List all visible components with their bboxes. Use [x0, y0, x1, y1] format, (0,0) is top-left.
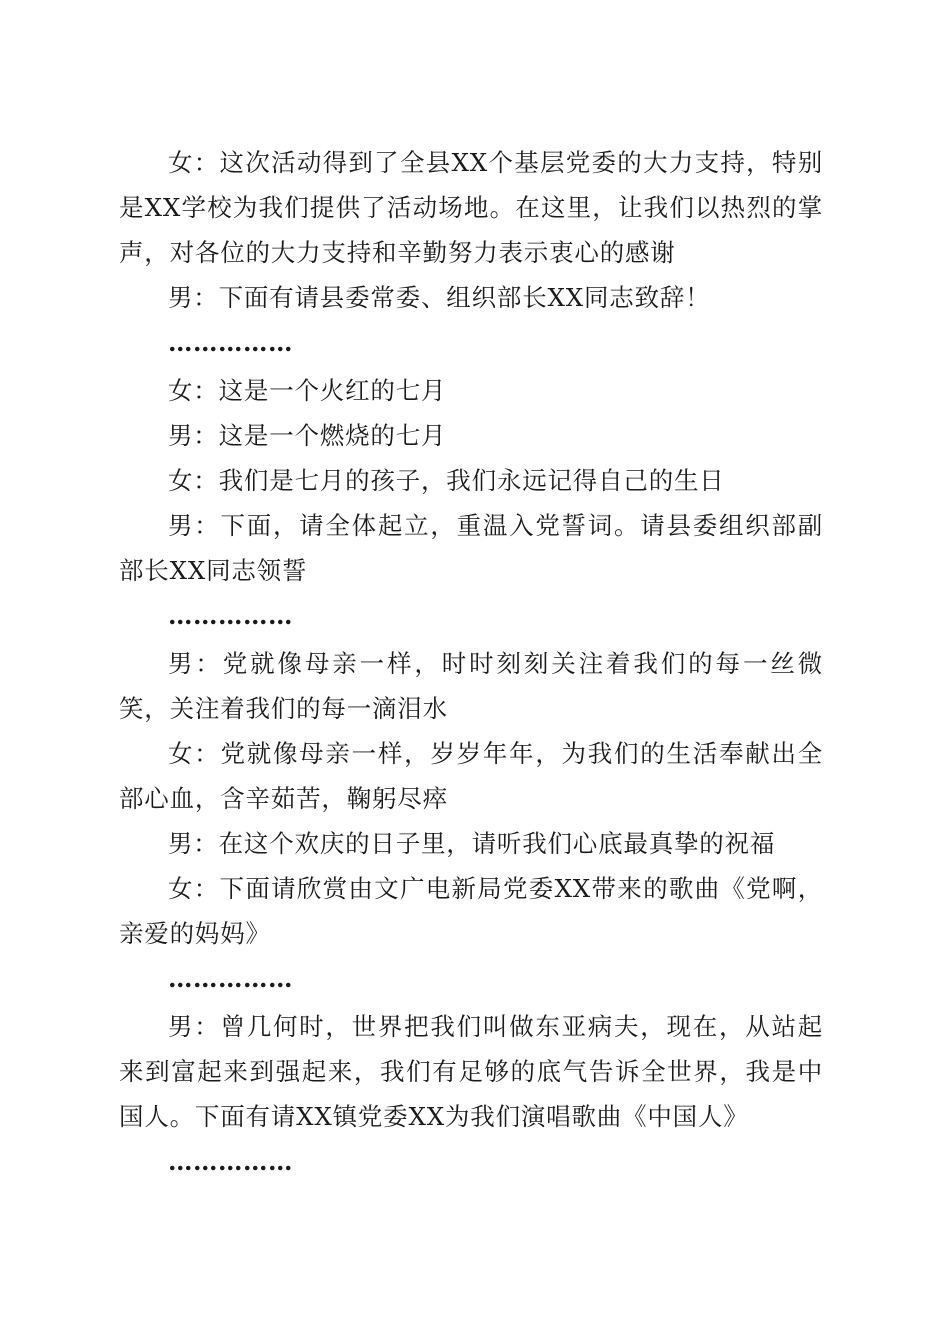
ellipsis-separator: ……………: [168, 328, 293, 357]
ellipsis-separator: ……………: [168, 1147, 293, 1176]
paragraph-song-mother: 女：下面请欣赏由文广电新局党委XX带来的歌曲《党啊，亲爱的妈妈》: [119, 874, 823, 948]
ellipsis-separator: ……………: [168, 601, 293, 630]
document-body: [119, 140, 823, 1187]
paragraph-mother-smile: 男：党就像母亲一样，时时刻刻关注着我们的每一丝微笑，关注着我们的每一滴泪水: [119, 649, 823, 723]
ellipsis-separator: ……………: [168, 964, 293, 993]
paragraph-july-children: 女：我们是七月的孩子，我们永远记得自己的生日: [168, 466, 725, 495]
paragraph-song-chinese: 男：曾几何时，世界把我们叫做东亚病夫，现在，从站起来到富起来到强起来，我们有足够的底气告诉全世界，我是中国人。下面有请XX镇党委XX为我们演唱歌曲《中国人》: [119, 1012, 823, 1131]
paragraph-oath: 男：下面，请全体起立，重温入党誓词。请县委组织部副部长XX同志领誓: [119, 511, 823, 585]
paragraph-speech-invite: 男：下面有请县委常委、组织部长XX同志致辞！: [168, 283, 711, 312]
paragraph-july-red: 女：这是一个火红的七月: [168, 376, 447, 405]
paragraph-mother-devotion: 女：党就像母亲一样，岁岁年年，为我们的生活奉献出全部心血，含辛茹苦，鞠躬尽瘁: [119, 739, 823, 813]
paragraph-thanks: 女：这次活动得到了全县XX个基层党委的大力支持，特别是XX学校为我们提供了活动场地。在这里，让我们以热烈的掌声，对各位的大力支持和辛勤努力表示衷心的感谢: [119, 148, 823, 267]
paragraph-blessing: 男：在这个欢庆的日子里，请听我们心底最真挚的祝福: [168, 829, 776, 858]
paragraph-july-burning: 男：这是一个燃烧的七月: [168, 421, 447, 450]
